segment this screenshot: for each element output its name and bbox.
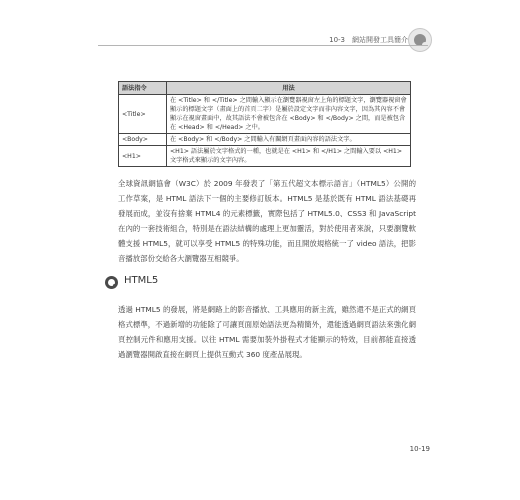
header-rule bbox=[98, 45, 428, 46]
desc-cell: 在 <Title> 和 </Title> 之間輸入顯示在瀏覽器視窗左上角的標題文字，瀏覽器視窗會顯示的標題文字（畫面上的首頁二字）是屬於設定文字而非內容文字，因為其內容不會顯示在視窗畫面中，故其語法不會被包含在 <Body> 和 </Body> 之間，而是被包含在 <Head> 和 </Head> 之中。 bbox=[167, 95, 411, 134]
section-bullet-icon bbox=[105, 276, 118, 289]
body-paragraph: 全球資訊網協會（W3C）於 2009 年發表了「第五代超文本標示語言」（HTML5）公開的工作草案，是 HTML 語法下一個的主要修訂版本。HTML5 是基於既有 HTML 語法基礎再發展而成，並沒有捨棄 HTML4 的元素標籤，實際包括了 HTML5.0、CSS3 和 JavaScript 在內的一套技術組合，特別是在語法結構的處理上更加靈活，對於使用者來說，只要瀏覽軟體支援 HTML5，就可以享受 HTML5 的特殊功能，而且開放規格統一了 video 語法，把影音播放部份交給各大瀏覽器互相競爭。 bbox=[118, 179, 416, 263]
syntax-table bbox=[118, 81, 411, 167]
desc-cell: 在 <Body> 和 </Body> 之間輸入有關網頁畫面內容的語法文字。 bbox=[167, 134, 411, 146]
column-header: 語法指令 bbox=[119, 82, 167, 95]
table-row bbox=[119, 146, 411, 167]
page-number: 10-19 bbox=[409, 445, 430, 453]
table-row bbox=[119, 95, 411, 134]
table-row bbox=[119, 134, 411, 146]
body-paragraph: 透過 HTML5 的發展，將是網路上的影音播放、工具應用的新主流，雖然還不是正式的網頁格式標準，不過新增的功能除了可讓頁面原始語法更為精簡外，還能透過網頁語法來強化網頁控制元件和應用支援。以往 HTML 需要加裝外掛程式才能顯示的特效，目前都能直接透過瀏覽器開啟直接在網頁上提供互動式 360 度產品展現。 bbox=[118, 305, 416, 359]
column-header: 用法 bbox=[167, 82, 411, 95]
section-heading: HTML5 bbox=[124, 275, 159, 286]
tag-cell: <H1> bbox=[119, 146, 167, 167]
desc-cell: <H1> 語法屬於文字格式的一種，也就是在 <H1> 和 </H1> 之間輸入要以 <H1> 文字格式來顯示的文字內容。 bbox=[167, 146, 411, 167]
tag-cell: <Title> bbox=[119, 95, 167, 134]
table-header-row bbox=[119, 82, 411, 95]
chapter-badge-icon bbox=[408, 28, 432, 52]
tag-cell: <Body> bbox=[119, 134, 167, 146]
running-header: 10-3 網站開發工具簡介 bbox=[329, 36, 408, 44]
